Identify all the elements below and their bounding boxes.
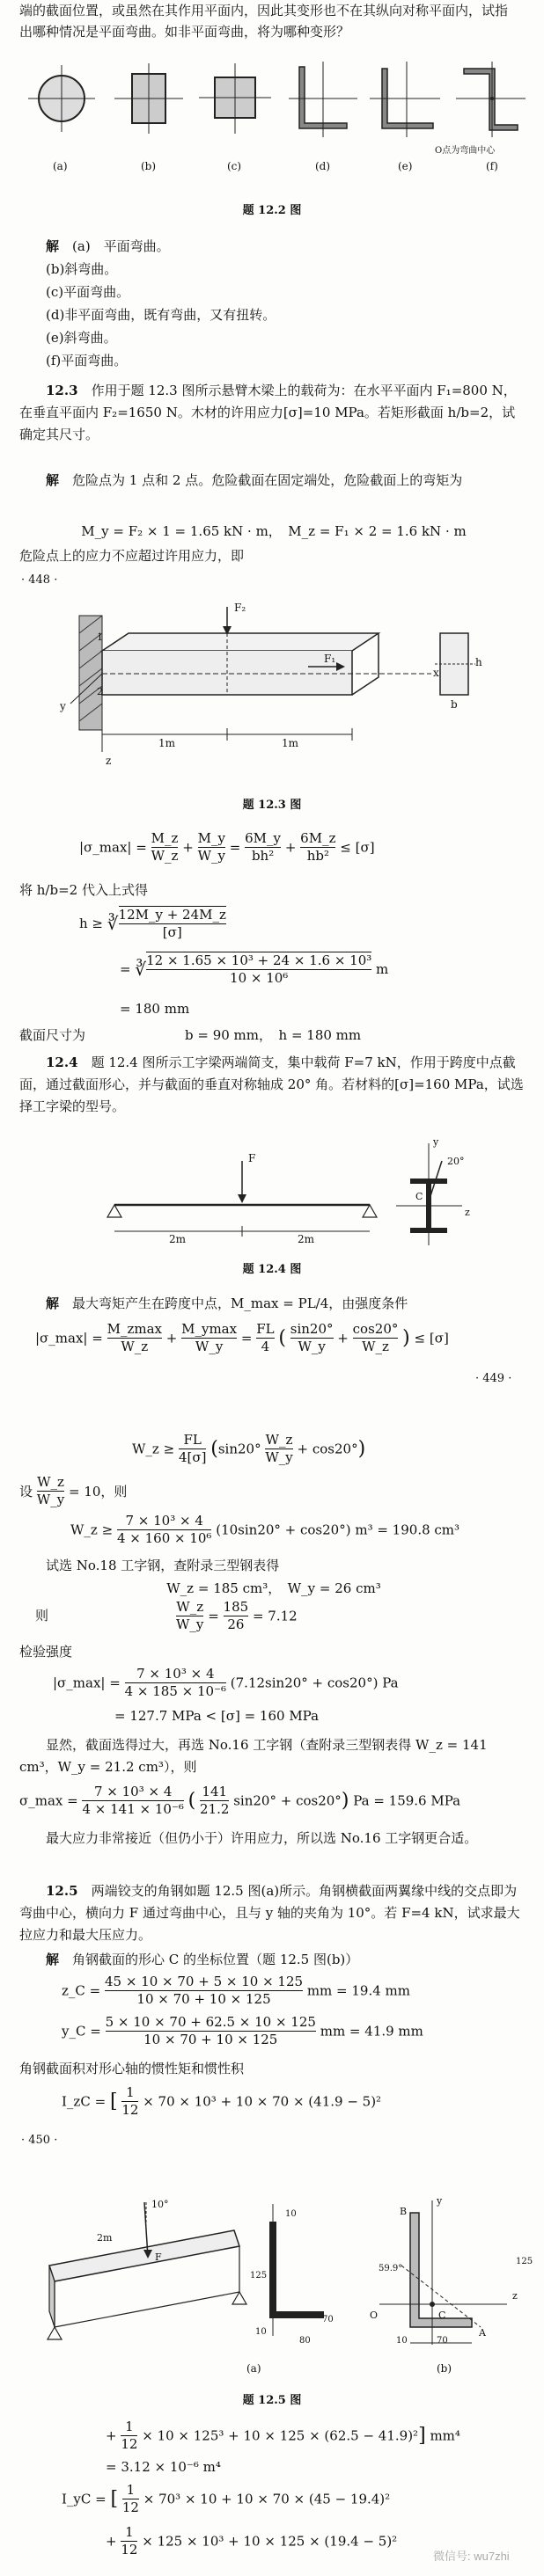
p125-yc-den: 10 × 70 + 10 × 125 [143, 2032, 278, 2047]
fig125-z: z [512, 2290, 518, 2302]
calc123-h-eq: h ≥ ∛ $\frac{12M\_y + 24M\_z}{[\sigma]}$ [79, 907, 226, 940]
watermark: 微信号: wu7zhi [433, 2550, 510, 2563]
fig123-p2: 2 [97, 686, 103, 697]
fig125-d2: 125 [250, 2271, 268, 2280]
p124-cond-f1-num: M_zmax [107, 1321, 162, 1337]
sol122-c: (c)平面弯曲。 [46, 284, 130, 300]
p125b-iy2-fn: 1 [121, 2524, 137, 2542]
p125b-line1: + $\frac{1}{12}$ × 10 × 125³ + 10 × 125 × (62.5 − 41.9)²] mm⁴ [106, 2419, 460, 2452]
p125-statement [19, 1880, 528, 1946]
page-number-449: · 449 · [475, 1372, 512, 1385]
p123-moments: M_y = F₂ × 1 = 1.65 kN · m， M_z = F₁ × 2 = 1.6 kN · m [81, 523, 467, 539]
p125-yc-num: 5 × 10 × 70 + 62.5 × 10 × 125 [105, 2014, 316, 2030]
p124b-s1-den: 4 × 185 × 10⁻⁶ [124, 1683, 226, 1699]
fig124-y: y [433, 1136, 439, 1148]
fig125-a: A [479, 2327, 486, 2339]
p125b-iy-fd: 12 [121, 2499, 139, 2515]
p124b-wz2-lhs: W_z ≥ [70, 1522, 114, 1538]
fig123-y: y [60, 700, 66, 712]
fig125-o: O [370, 2310, 379, 2321]
fig125-len: 2m [97, 2232, 113, 2244]
p123-solution [19, 470, 528, 492]
fig125-dim70: 70 [437, 2336, 448, 2346]
calc123-root1-num: 12M_y + 24M_z [118, 907, 226, 923]
p124b-s1-lhs: |σ_max| = [53, 1675, 121, 1691]
p125b-iy2 [106, 2524, 397, 2558]
p125-sol-text: 角钢截面的形心 C 的坐标位置（题 12.5 图(b)） [72, 1952, 359, 1967]
p124b-try18: 试选 No.18 工字钢，查附录三型钢表得 [46, 1558, 280, 1573]
p124b-ratio-value: = 7.12 [252, 1608, 298, 1624]
p124b-wz2-rest: (10sin20° + cos20°) m³ = 190.8 cm³ [216, 1522, 460, 1538]
p124b-vals18: W_z = 185 cm³， W_y = 26 cm³ [166, 1580, 381, 1596]
p124b-ratio-eq [176, 1599, 298, 1633]
fig125-F: F [155, 2251, 162, 2263]
p124b-s2-in-num: 141 [200, 1784, 229, 1801]
calc123-unit: m [376, 961, 389, 977]
p125b-line1-plus: + [106, 2427, 117, 2444]
fig122-label-a: (a) [53, 160, 68, 172]
fig124-angle: 20° [447, 1156, 465, 1167]
calc123-result: = 180 mm [120, 1001, 190, 1017]
p124b-s2-lhs: σ_max = [19, 1792, 78, 1809]
p124b-s1-num: 7 × 10³ × 4 [125, 1666, 226, 1683]
p125-iz-lhs: I_zC = [62, 2093, 107, 2110]
fig124-len2: 2m [298, 1233, 315, 1245]
p123-sol-text: 危险点为 1 点和 2 点。危险截面在固定端处，危险截面上的弯矩为 [72, 472, 463, 488]
p124b-ratio-n2: 185 [223, 1599, 249, 1615]
p124b-s2-rest: sin20° + cos20° [233, 1792, 342, 1809]
p124b-ratio-d2: 26 [227, 1616, 245, 1632]
fig124-len1: 2m [169, 1233, 187, 1245]
p124-cond-f4-den: W_y [298, 1339, 326, 1354]
fig125-b: B [400, 2206, 408, 2217]
p124b-wz2-den: 4 × 160 × 10⁶ [116, 1530, 212, 1546]
fig122-label-c: (c) [227, 160, 242, 172]
p125-zc-den: 10 × 70 + 10 × 125 [136, 1991, 271, 2007]
p125-zc-num: 45 × 10 × 70 + 5 × 10 × 125 [105, 1974, 304, 1989]
p125b-line1-fd: 12 [121, 2436, 138, 2452]
p124b-assume-num: W_z [37, 1474, 64, 1490]
fig124-caption: 题 12.4 图 [242, 1263, 302, 1276]
top-text-line1: 端的截面位置，或虽然在其作用平面内，因此其变形也不在其纵向对称平面内，试指 [19, 3, 509, 18]
p124-sol-text: 最大弯矩产生在跨度中点，M_max = PL/4，由强度条件 [72, 1295, 408, 1311]
p124-sol-lead: 解 [46, 1295, 60, 1311]
fig125-sub-b: (b) [437, 2362, 452, 2375]
p124-cond-le: ≤ [σ] [414, 1330, 449, 1346]
calc123-dims-label: 截面尺寸为 [19, 1027, 86, 1043]
fig123-z: z [106, 755, 112, 767]
fig123-len1: 1m [158, 737, 176, 749]
p125-zc-eq [62, 1974, 410, 2008]
figure-12-2 [19, 56, 526, 179]
sol122-a [19, 236, 528, 258]
fig123-h: h [475, 656, 482, 668]
p124b-wz-fd: 4[σ] [178, 1449, 207, 1465]
fig125-angle: 10° [151, 2199, 169, 2210]
p124b-assume-den: W_y [36, 1492, 65, 1507]
fig125-a-section [269, 2204, 324, 2336]
fig123-len2: 1m [282, 737, 299, 749]
p123-statement-text: 作用于题 12.3 图所示悬臂木梁上的载荷为：在水平平面内 F₁=800 N，在垂直平面内 F₂=1650 N。木材的许用应力[σ]=10 MPa。若矩形截面 h/b=2，试确定其尺寸。 [19, 383, 517, 442]
p124-cond-f5-num: cos20° [352, 1321, 399, 1337]
fig123-f2: F₂ [234, 602, 246, 614]
p124b-s2-result: Pa = 159.6 MPa [353, 1792, 461, 1809]
fig125-sub-a: (a) [246, 2362, 261, 2375]
p124-number: 12.4 [46, 1054, 78, 1070]
p125-iz-fn: 1 [121, 2084, 138, 2102]
p125-number: 12.5 [46, 1883, 78, 1899]
calc123-f2-den: W_y [197, 848, 225, 864]
p124b-s1-result: = 127.7 MPa < [σ] = 160 MPa [114, 1708, 320, 1724]
calc123-eq: = [136, 839, 147, 856]
figure-12-5 [32, 2195, 525, 2362]
calc123-h-eq2: = ∛ $\frac{\text{12 × 1.65 × 10³ + 24 × 1.6 × 10³}}{\text{10 × 10⁶}}$ m [120, 952, 389, 986]
p124b-wz-rest: sin20° [217, 1441, 266, 1457]
p125-iz-fd: 12 [121, 2102, 139, 2118]
p125b-iy-rest: × 70³ × 10 + 10 × 70 × (45 − 19.4)² [143, 2491, 391, 2507]
p123-number: 12.3 [46, 383, 78, 398]
fig123-x: x [433, 667, 439, 679]
p125-zc-result: mm = 19.4 mm [306, 1982, 410, 1999]
fig123-beam [102, 633, 379, 651]
calc123-f3-den: bh² [251, 848, 275, 864]
figure-12-3 [62, 598, 502, 783]
p125-yc-result: mm = 41.9 mm [320, 2023, 423, 2040]
calc123-dims: b = 90 mm， h = 180 mm [185, 1027, 362, 1043]
fig123-b: b [451, 698, 458, 711]
p125b-line1-fn: 1 [121, 2419, 137, 2436]
p125b-iy-fn: 1 [122, 2482, 139, 2499]
calc123-root2-den: 10 × 10⁶ [230, 970, 289, 986]
fig124-z: z [465, 1207, 470, 1218]
p124b-wz-tail: + cos20° [297, 1441, 358, 1457]
p124b-s2-eq: σ_max = $\frac{\text{7 × 10³ × 4}}{\text{4 × 141 × 10⁻⁶}}$ ( $\frac{141}{21.2}$ sin20° + cos20°) Pa = 159.6 MPa [19, 1784, 461, 1817]
p124b-s1-rest: (7.12sin20° + cos20°) Pa [230, 1675, 399, 1691]
p124b-notice: 显然，截面选得过大，再选 No.16 工字钢（查附录三型钢表得 W_z = 141 cm³，W_y = 21.2 cm³），则 [19, 1737, 488, 1775]
fig122-label-d: (d) [315, 160, 331, 172]
p124b-conclusion: 最大应力非常接近（但仍小于）许用应力，所以选 No.16 工字钢更合适。 [46, 1830, 478, 1846]
p125-sol-lead: 解 [46, 1952, 60, 1967]
fig124-F: F [248, 1152, 256, 1164]
sol122-d: (d)非平面弯曲，既有弯曲，又有扭转。 [46, 307, 276, 323]
calc123-f2-num: M_y [197, 830, 225, 846]
p124b-assume-value: = 10，则 [68, 1484, 128, 1500]
p124b-assume-text: 设 [19, 1484, 33, 1500]
p124b-ratio-d1: W_y [176, 1616, 204, 1632]
calc123-sigma: |σ_max| [79, 839, 132, 856]
p124b-s2-num: 7 × 10³ × 4 [82, 1784, 183, 1801]
fig123-p1: 1 [97, 631, 103, 643]
fig125-c: C [438, 2310, 446, 2321]
p124b-wz-rn: W_z [265, 1432, 293, 1448]
calc123-root2-num: 12 × 1.65 × 10³ + 24 × 1.6 × 10³ [146, 952, 372, 968]
calc123-f1-den: W_z [151, 848, 179, 864]
p125b-iy-eq: I_yC = [ $\frac{1}{12}$ × 70³ × 10 + 10 × 70 × (45 − 19.4)² [62, 2482, 391, 2515]
sol122-b: (b)斜弯曲。 [46, 261, 118, 277]
fig125-a-beam [48, 2202, 246, 2339]
p125b-line2: = 3.12 × 10⁻⁶ m⁴ [106, 2459, 221, 2475]
p124-cond-f5-den: W_z [362, 1339, 389, 1354]
fig122-point-label: O点为弯曲中心 [435, 146, 496, 156]
fig125-d3: 10 [255, 2327, 267, 2337]
p124b-ratio-eq-sign: = [208, 1608, 219, 1624]
fig123-f1: F₁ [324, 653, 336, 665]
page-number-450: · 450 · [21, 2134, 58, 2147]
p124b-wz-eq: W_z ≥ $\frac{FL}{4[\sigma]}$ (sin20° $\frac{W\_z}{W\_y}$ + cos20°) [132, 1432, 366, 1465]
p124-cond-f1-den: W_z [121, 1339, 149, 1354]
p124b-wz2-num: 7 × 10³ × 4 [117, 1513, 211, 1530]
p125-zc-lhs: z_C = [62, 1982, 101, 1999]
p125b-iy2-fd: 12 [121, 2542, 138, 2558]
p124-statement-text: 题 12.4 图所示工字梁两端简支，集中载荷 F=7 kN，作用于跨度中点截面，通过截面形心，并与截面的垂直对称轴成 20° 角。若材料的[σ]=160 MPa，试选择工字梁的型号。 [19, 1054, 524, 1114]
sol122-lead: 解 [46, 238, 60, 254]
calc123-f4-num: 6M_z [300, 830, 336, 846]
p125b-line1-unit: mm⁴ [430, 2427, 460, 2444]
p124-statement [19, 1052, 528, 1118]
fig125-caption: 题 12.5 图 [242, 2394, 302, 2407]
p124-cond-lhs: |σ_max| = [35, 1330, 103, 1346]
p124b-wz-fn: FL [179, 1432, 207, 1449]
top-text-line2: 出哪种情况是平面弯曲。如非平面弯曲，将为哪种变形？ [19, 24, 350, 40]
fig125-dim125: 125 [516, 2257, 533, 2266]
p124-solution [19, 1293, 528, 1315]
fig122-label-e: (e) [398, 160, 413, 172]
fig125-d1: 10 [285, 2209, 297, 2219]
p124b-s2-den: 4 × 141 × 10⁻⁶ [82, 1801, 184, 1817]
p124-condition-eq: |σ_max| = M_zmax W_z + M_ymax W_y = $\frac{FL}{4}$ ( $\frac{\sin 20^\circ}{W\_y}$ + $\frac{\cos 20^\circ}{W\_z}$ ) ≤ [σ] [35, 1321, 449, 1354]
fig122-label-b: (b) [141, 160, 157, 172]
p124b-then: 则 [35, 1608, 49, 1624]
p125-yc-eq [62, 2014, 423, 2048]
p124b-wz2-eq [70, 1513, 459, 1547]
p124-cond-f2-num: M_ymax [181, 1321, 238, 1337]
p125b-iy-lhs: I_yC = [62, 2491, 107, 2507]
calc123-plus: + [182, 839, 194, 856]
calc123-f1-num: M_z [151, 830, 179, 846]
p124-cond-f3-den: 4 [261, 1339, 270, 1354]
p124b-wz-lhs: W_z ≥ [132, 1441, 175, 1457]
sol122-a-text: (a) 平面弯曲。 [72, 238, 170, 254]
p124b-assume [19, 1474, 127, 1508]
p124-cond-f2-den: W_y [195, 1339, 224, 1354]
p124b-s2-in-den: 21.2 [200, 1801, 230, 1817]
sol122-e: (e)斜弯曲。 [46, 330, 117, 346]
calc123-h-lhs: h ≥ [79, 916, 103, 931]
calc123-sigma-eq: |σ_max| = $\frac{M\_z}{W\_z}$ + $\frac{M\_y}{W\_y}$ = $\frac{6M\_y}{\text{bh²}}$ + $\frac{6M\_z}{\text{hb²}}$ ≤ [σ] [79, 830, 375, 864]
fig125-dim10: 10 [396, 2336, 408, 2346]
p124b-wz-rd: W_y [265, 1449, 293, 1465]
p125b-line1-rest: × 10 × 125³ + 10 × 125 × (62.5 − 41.9)² [142, 2427, 419, 2444]
fig122-caption: 题 12.2 图 [242, 204, 302, 217]
p125-solution [19, 1949, 528, 1971]
p124-cond-f3-num: FL [256, 1321, 275, 1337]
fig125-y: y [437, 2195, 443, 2207]
p125b-iy2-rest: × 125 × 10³ + 10 × 125 × (19.4 − 5)² [142, 2533, 398, 2550]
fig123-caption: 题 12.3 图 [242, 799, 302, 812]
p125-yc-lhs: y_C = [62, 2023, 101, 2040]
fig125-d4: 80 [299, 2336, 311, 2346]
p124b-s1-eq [53, 1666, 399, 1700]
calc123-f3-num: 6M_y [245, 830, 282, 846]
fig125-ang2: 59.9° [379, 2264, 403, 2273]
calc123-root1-den: [σ] [162, 924, 182, 940]
p123-condition: 危险点上的应力不应超过许用应力，即 [19, 548, 245, 564]
p123-sol-lead: 解 [46, 472, 60, 488]
calc123-le: ≤ [σ] [340, 839, 375, 856]
p125-inertia: 角钢截面积对形心轴的惯性矩和惯性积 [19, 2061, 245, 2076]
p125-statement-text: 两端铰支的角钢如题 12.5 图(a)所示。角钢横截面两翼缘中线的交点即为弯曲中心，横向力 F 通过弯曲中心，且与 y 轴的夹角为 10°。若 F=4 kN，试求最大拉应力和最大压应力。 [19, 1883, 520, 1943]
fig122-label-f: (f) [486, 160, 498, 172]
p124b-ratio-n1: W_z [176, 1599, 204, 1615]
calc123-subst: 将 h/b=2 代入上式得 [19, 882, 148, 898]
page-number-448: · 448 · [21, 573, 58, 587]
p125b-iy2-plus: + [106, 2533, 117, 2550]
p124-cond-f4-num: sin20° [290, 1321, 334, 1337]
p125-iz-eq: I_zC = [ $\frac{1}{12}$ × 70 × 10³ + 10 × 70 × (41.9 − 5)² [62, 2084, 382, 2118]
fig125-d5: 70 [322, 2315, 334, 2324]
fig124-c: C [415, 1191, 423, 1202]
calc123-f4-den: hb² [306, 848, 329, 864]
p123-statement [19, 380, 528, 446]
p124b-check: 检验强度 [19, 1644, 73, 1660]
p125-iz-rest: × 70 × 10³ + 10 × 70 × (41.9 − 5)² [143, 2093, 382, 2110]
sol122-f: (f)平面弯曲。 [46, 353, 128, 369]
